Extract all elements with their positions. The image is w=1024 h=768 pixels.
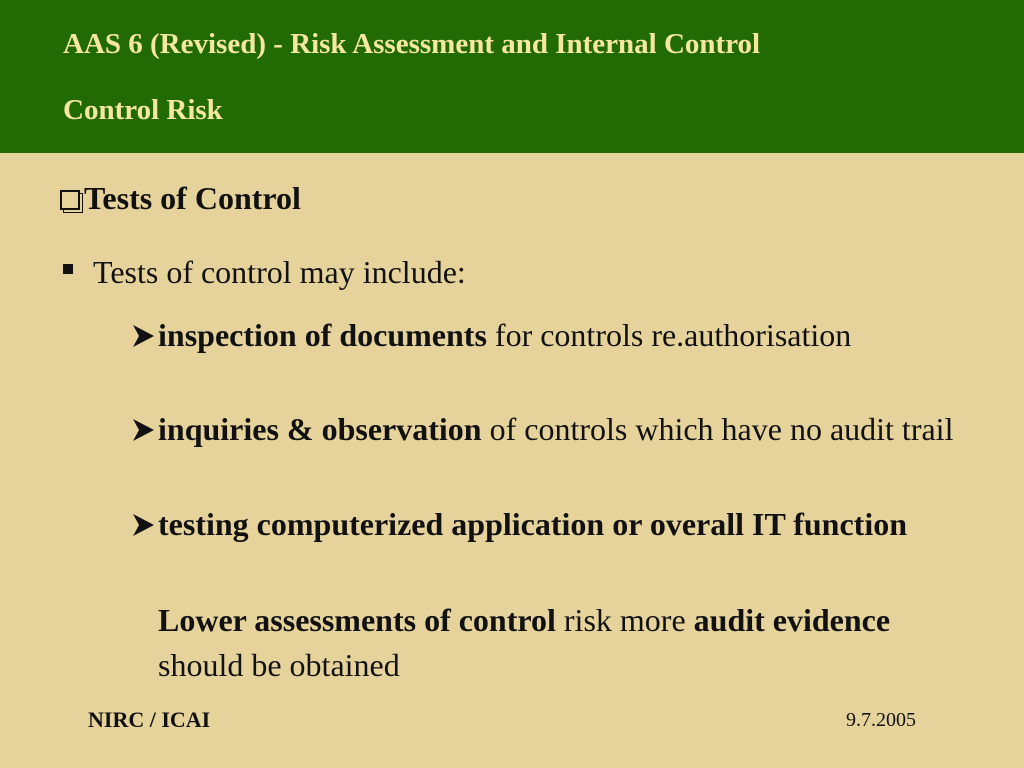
section-heading xyxy=(60,180,301,217)
note-text-1: risk more xyxy=(555,602,694,638)
list-item-text: for controls re.authorisation xyxy=(486,317,852,353)
list-item xyxy=(130,502,970,547)
checkbox-icon xyxy=(60,190,80,210)
note-text-2: should be obtained xyxy=(158,647,400,683)
intro-line xyxy=(63,254,466,291)
list-item-bold: inquiries & observation xyxy=(158,411,482,447)
intro-text: Tests of control may include: xyxy=(93,254,466,290)
slide-subtitle: Control Risk xyxy=(63,94,223,126)
arrow-icon xyxy=(130,407,158,452)
list-item-bold: inspection of documents xyxy=(158,317,487,353)
square-bullet-icon xyxy=(63,264,73,274)
note-bold-1: Lower assessments of control xyxy=(158,602,556,638)
slide-header xyxy=(0,0,1024,153)
list-item-text: of controls which have no audit trail xyxy=(481,411,954,447)
list-item xyxy=(130,407,970,452)
section-heading-text: Tests of Control xyxy=(84,180,301,216)
note-bold-2: audit evidence xyxy=(693,602,891,638)
list-item-bold: testing computerized application or overall IT function xyxy=(158,506,908,542)
list-item xyxy=(130,313,970,358)
slide-title: AAS 6 (Revised) - Risk Assessment and Internal Control xyxy=(63,28,761,60)
arrow-icon xyxy=(130,502,158,547)
conclusion-note xyxy=(158,598,948,688)
footer-organization: NIRC / ICAI xyxy=(88,707,211,732)
footer-date: 9.7.2005 xyxy=(846,709,916,731)
arrow-icon xyxy=(130,313,158,358)
